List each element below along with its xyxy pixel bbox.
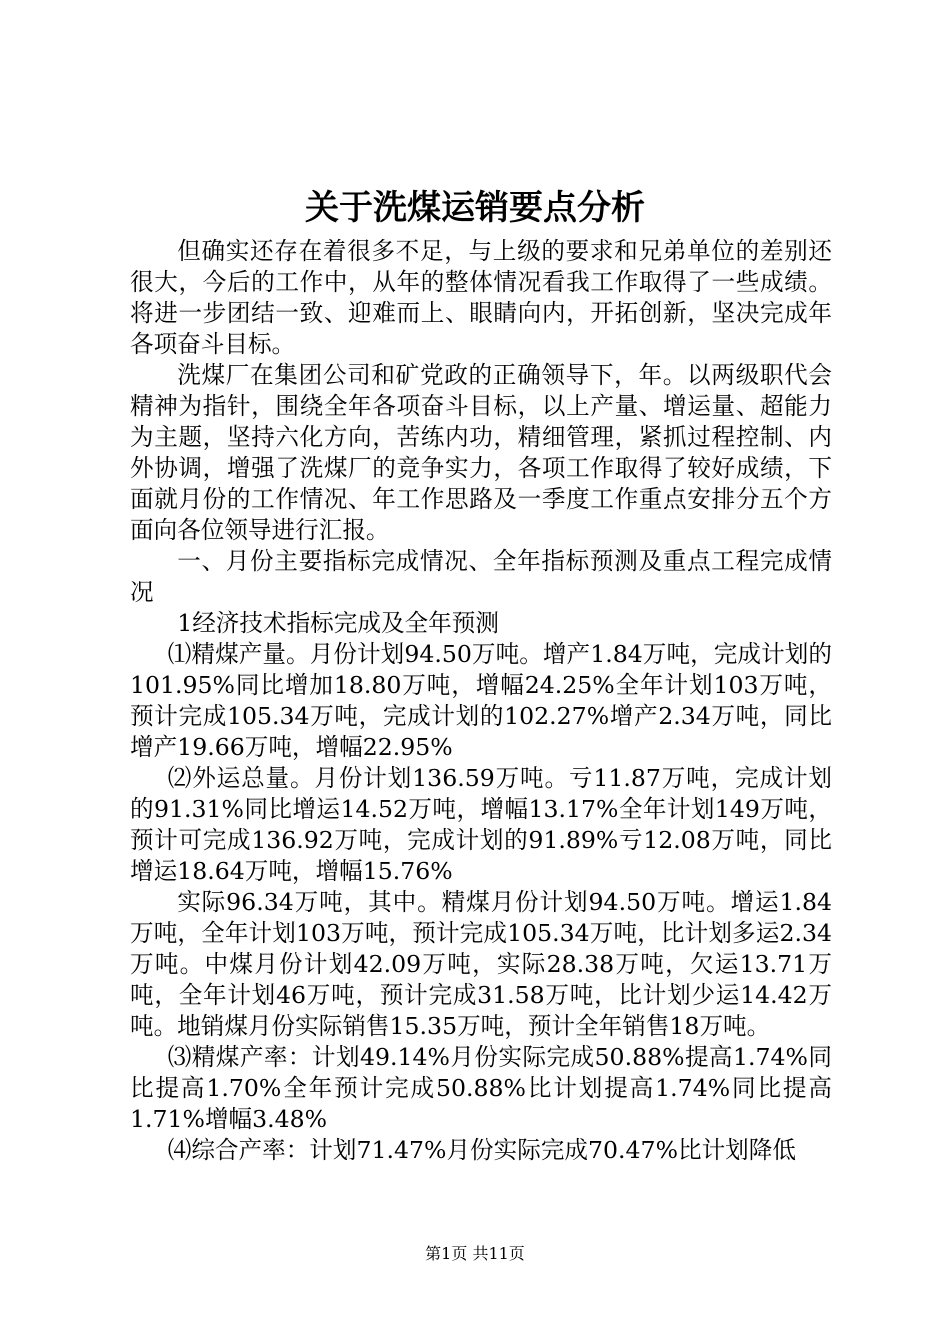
document-body bbox=[130, 236, 832, 1166]
paragraph: 实际96.34万吨，其中。精煤月份计划94.50万吨。增运1.84万吨，全年计划103万吨，预计完成105.34万吨，比计划多运2.34万吨。中煤月份计划42.09万吨，实际28.38万吨，欠运13.71万吨，全年计划46万吨，预计完成31.58万吨，比计划少运14.42万吨。地销煤月份实际销售15.35万吨，预计全年销售18万吨。 bbox=[130, 888, 832, 1040]
paragraph: ⑶精煤产率：计划49.14%月份实际完成50.88%提高1.74%同比提高1.70%全年预计完成50.88%比计划提高1.74%同比提高1.71%增幅3.48% bbox=[130, 1043, 832, 1133]
paragraph: ⑷综合产率：计划71.47%月份实际完成70.47%比计划降低 bbox=[167, 1136, 796, 1164]
paragraph: ⑴精煤产量。月份计划94.50万吨。增产1.84万吨，完成计划的101.95%同比增加18.80万吨，增幅24.25%全年计划103万吨，预计完成105.34万吨，完成计划的102.27%增产2.34万吨，同比增产19.66万吨，增幅22.95% bbox=[130, 640, 832, 761]
page-footer: 第1页 共11页 bbox=[425, 1244, 525, 1263]
paragraph: 洗煤厂在集团公司和矿党政的正确领导下，年。以两级职代会精神为指针，围绕全年各项奋斗目标，以上产量、增运量、超能力为主题，坚持六化方向，苦练内功，精细管理，紧抓过程控制、内外协调，增强了洗煤厂的竞争实力，各项工作取得了较好成绩，下面就月份的工作情况、年工作思路及一季度工作重点安排分五个方面向各位领导进行汇报。 bbox=[130, 361, 832, 544]
paragraph: ⑵外运总量。月份计划136.59万吨。亏11.87万吨，完成计划的91.31%同比增运14.52万吨，增幅13.17%全年计划149万吨，预计可完成136.92万吨，完成计划的91.89%亏12.08万吨，同比增运18.64万吨，增幅15.76% bbox=[130, 764, 832, 885]
paragraph: 但确实还存在着很多不足，与上级的要求和兄弟单位的差别还很大，今后的工作中，从年的整体情况看我工作取得了一些成绩。将进一步团结一致、迎难而上、眼睛向内，开拓创新，坚决完成年各项奋斗目标。 bbox=[130, 237, 832, 358]
subsection-heading: 1经济技术指标完成及全年预测 bbox=[177, 609, 499, 637]
document-title: 关于洗煤运销要点分析 bbox=[305, 188, 645, 228]
section-heading: 一、月份主要指标完成情况、全年指标预测及重点工程完成情况 bbox=[130, 547, 832, 606]
